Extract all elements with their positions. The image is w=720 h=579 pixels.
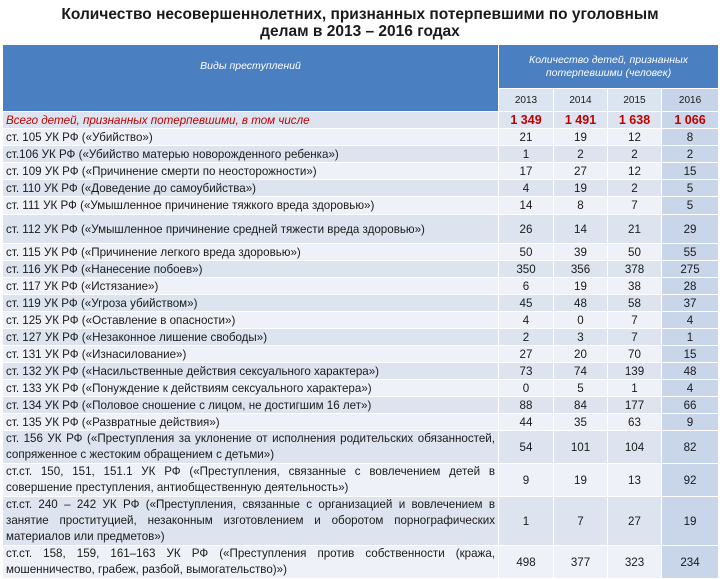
count-cell: 234 xyxy=(662,546,719,579)
count-cell: 21 xyxy=(608,215,662,244)
count-cell: 74 xyxy=(554,363,608,380)
count-cell: 21 xyxy=(499,129,554,146)
table-row xyxy=(3,346,719,363)
crime-type-cell: ст. 111 УК РФ («Умышленное причинение тяжкого вреда здоровью») xyxy=(3,197,499,215)
table-row xyxy=(3,431,719,464)
count-cell: 44 xyxy=(499,414,554,431)
count-cell: 39 xyxy=(554,244,608,261)
count-cell: 45 xyxy=(499,295,554,312)
count-cell: 15 xyxy=(662,163,719,180)
table-row xyxy=(3,312,719,329)
crime-type-cell: ст. 131 УК РФ («Изнасилование») xyxy=(3,346,499,363)
count-cell: 19 xyxy=(554,180,608,197)
count-cell: 14 xyxy=(554,215,608,244)
crime-type-cell: ст.ст. 240 – 242 УК РФ («Преступления, связанные с организацией и вовлечением в занятие проституцией, незаконным изготовлением и оборотом порнографических материалов или предметов») xyxy=(3,497,499,546)
table-row xyxy=(3,261,719,278)
count-cell: 13 xyxy=(608,464,662,497)
count-cell: 19 xyxy=(662,497,719,546)
crime-type-cell: ст. 133 УК РФ («Понуждение к действиям сексуального характера») xyxy=(3,380,499,397)
crime-type-cell: ст. 116 УК РФ («Нанесение побоев») xyxy=(3,261,499,278)
count-cell: 2 xyxy=(662,146,719,163)
table-row xyxy=(3,215,719,244)
count-cell: 1 xyxy=(499,146,554,163)
table-row xyxy=(3,363,719,380)
count-cell: 0 xyxy=(499,380,554,397)
count-cell: 4 xyxy=(499,312,554,329)
count-cell: 12 xyxy=(608,129,662,146)
count-cell: 15 xyxy=(662,346,719,363)
count-cell: 4 xyxy=(662,380,719,397)
table-row xyxy=(3,414,719,431)
count-cell: 58 xyxy=(608,295,662,312)
count-cell: 1 349 xyxy=(499,112,554,129)
count-cell: 1 491 xyxy=(554,112,608,129)
page-title: Количество несовершеннолетних, признанных потерпевшими по уголовным делам в 2013 – 2016 годах xyxy=(61,6,659,40)
crime-type-cell: ст. 132 УК РФ («Насильственные действия сексуального характера») xyxy=(3,363,499,380)
count-cell: 3 xyxy=(554,329,608,346)
count-cell: 9 xyxy=(662,414,719,431)
count-cell: 28 xyxy=(662,278,719,295)
count-cell: 2 xyxy=(499,329,554,346)
count-cell: 19 xyxy=(554,129,608,146)
table-row xyxy=(3,163,719,180)
header-year: 2013 xyxy=(499,89,554,112)
crime-type-cell: ст. 105 УК РФ («Убийство») xyxy=(3,129,499,146)
count-cell: 9 xyxy=(499,464,554,497)
table-body xyxy=(3,112,719,579)
count-cell: 2 xyxy=(554,146,608,163)
table-row xyxy=(3,129,719,146)
count-cell: 66 xyxy=(662,397,719,414)
count-cell: 1 xyxy=(662,329,719,346)
count-cell: 84 xyxy=(554,397,608,414)
crime-type-cell: ст. 125 УК РФ («Оставление в опасности») xyxy=(3,312,499,329)
crime-type-cell: ст. 119 УК РФ («Угроза убийством») xyxy=(3,295,499,312)
count-cell: 2 xyxy=(608,180,662,197)
count-cell: 50 xyxy=(499,244,554,261)
count-cell: 356 xyxy=(554,261,608,278)
count-cell: 82 xyxy=(662,431,719,464)
count-cell: 1 xyxy=(499,497,554,546)
crime-type-cell: ст. 110 УК РФ («Доведение до самоубийства») xyxy=(3,180,499,197)
table-row xyxy=(3,546,719,579)
header-count-group: Количество детей, признанных потерпевшими (человек) xyxy=(499,45,719,89)
count-cell: 5 xyxy=(662,197,719,215)
crime-type-cell: ст. 156 УК РФ («Преступления за уклонение от исполнения родительских обязанностей, сопряженное с жестоким обращением с детьми») xyxy=(3,431,499,464)
table-row-total xyxy=(3,112,719,129)
count-cell: 378 xyxy=(608,261,662,278)
count-cell: 8 xyxy=(662,129,719,146)
count-cell: 73 xyxy=(499,363,554,380)
table-row xyxy=(3,146,719,163)
count-cell: 7 xyxy=(554,497,608,546)
count-cell: 101 xyxy=(554,431,608,464)
table-row xyxy=(3,244,719,261)
count-cell: 498 xyxy=(499,546,554,579)
table-row xyxy=(3,329,719,346)
count-cell: 275 xyxy=(662,261,719,278)
count-cell: 323 xyxy=(608,546,662,579)
count-cell: 0 xyxy=(554,312,608,329)
crime-type-cell: ст. 135 УК РФ («Развратные действия») xyxy=(3,414,499,431)
count-cell: 1 638 xyxy=(608,112,662,129)
count-cell: 377 xyxy=(554,546,608,579)
count-cell: 4 xyxy=(662,312,719,329)
count-cell: 8 xyxy=(554,197,608,215)
count-cell: 27 xyxy=(554,163,608,180)
count-cell: 50 xyxy=(608,244,662,261)
table-row xyxy=(3,278,719,295)
count-cell: 7 xyxy=(608,312,662,329)
count-cell: 20 xyxy=(554,346,608,363)
count-cell: 48 xyxy=(554,295,608,312)
count-cell: 27 xyxy=(608,497,662,546)
count-cell: 1 066 xyxy=(662,112,719,129)
header-year: 2016 xyxy=(662,89,719,112)
count-cell: 55 xyxy=(662,244,719,261)
count-cell: 104 xyxy=(608,431,662,464)
count-cell: 92 xyxy=(662,464,719,497)
count-cell: 177 xyxy=(608,397,662,414)
header-year: 2014 xyxy=(554,89,608,112)
count-cell: 63 xyxy=(608,414,662,431)
table-row xyxy=(3,295,719,312)
count-cell: 2 xyxy=(608,146,662,163)
count-cell: 27 xyxy=(499,346,554,363)
count-cell: 139 xyxy=(608,363,662,380)
crime-type-cell: ст. 117 УК РФ («Истязание») xyxy=(3,278,499,295)
count-cell: 38 xyxy=(608,278,662,295)
count-cell: 26 xyxy=(499,215,554,244)
count-cell: 48 xyxy=(662,363,719,380)
count-cell: 12 xyxy=(608,163,662,180)
table-row xyxy=(3,380,719,397)
table-row xyxy=(3,397,719,414)
crime-type-cell: ст. 115 УК РФ («Причинение легкого вреда здоровью») xyxy=(3,244,499,261)
crime-type-cell: ст.106 УК РФ («Убийство матерью новорожденного ребенка») xyxy=(3,146,499,163)
count-cell: 7 xyxy=(608,329,662,346)
crime-type-cell: ст. 127 УК РФ («Незаконное лишение свободы») xyxy=(3,329,499,346)
count-cell: 19 xyxy=(554,464,608,497)
header-crime-types: Виды преступлений xyxy=(3,45,499,112)
crime-type-cell: ст. 109 УК РФ («Причинение смерти по неосторожности») xyxy=(3,163,499,180)
count-cell: 54 xyxy=(499,431,554,464)
crime-type-cell: ст. 112 УК РФ («Умышленное причинение средней тяжести вреда здоровью») xyxy=(3,215,499,244)
table-row xyxy=(3,497,719,546)
crime-type-cell: ст.ст. 150, 151, 151.1 УК РФ («Преступления, связанные с вовлечением детей в совершение преступления, антиобщественную деятельность») xyxy=(3,464,499,497)
count-cell: 37 xyxy=(662,295,719,312)
crime-type-cell: ст.ст. 158, 159, 161–163 УК РФ («Преступления против собственности (кража, мошенничество, грабеж, разбой, вымогательство)») xyxy=(3,546,499,579)
crime-type-cell: ст. 134 УК РФ («Половое сношение с лицом, не достигшим 16 лет») xyxy=(3,397,499,414)
count-cell: 4 xyxy=(499,180,554,197)
count-cell: 1 xyxy=(608,380,662,397)
count-cell: 88 xyxy=(499,397,554,414)
table-row xyxy=(3,180,719,197)
count-cell: 70 xyxy=(608,346,662,363)
count-cell: 6 xyxy=(499,278,554,295)
victims-table xyxy=(2,44,719,579)
count-cell: 19 xyxy=(554,278,608,295)
table-row xyxy=(3,464,719,497)
count-cell: 17 xyxy=(499,163,554,180)
count-cell: 5 xyxy=(662,180,719,197)
count-cell: 7 xyxy=(608,197,662,215)
count-cell: 29 xyxy=(662,215,719,244)
crime-type-cell: Всего детей, признанных потерпевшими, в том числе xyxy=(3,112,499,129)
table-row xyxy=(3,197,719,215)
count-cell: 14 xyxy=(499,197,554,215)
count-cell: 5 xyxy=(554,380,608,397)
count-cell: 35 xyxy=(554,414,608,431)
count-cell: 350 xyxy=(499,261,554,278)
header-year: 2015 xyxy=(608,89,662,112)
